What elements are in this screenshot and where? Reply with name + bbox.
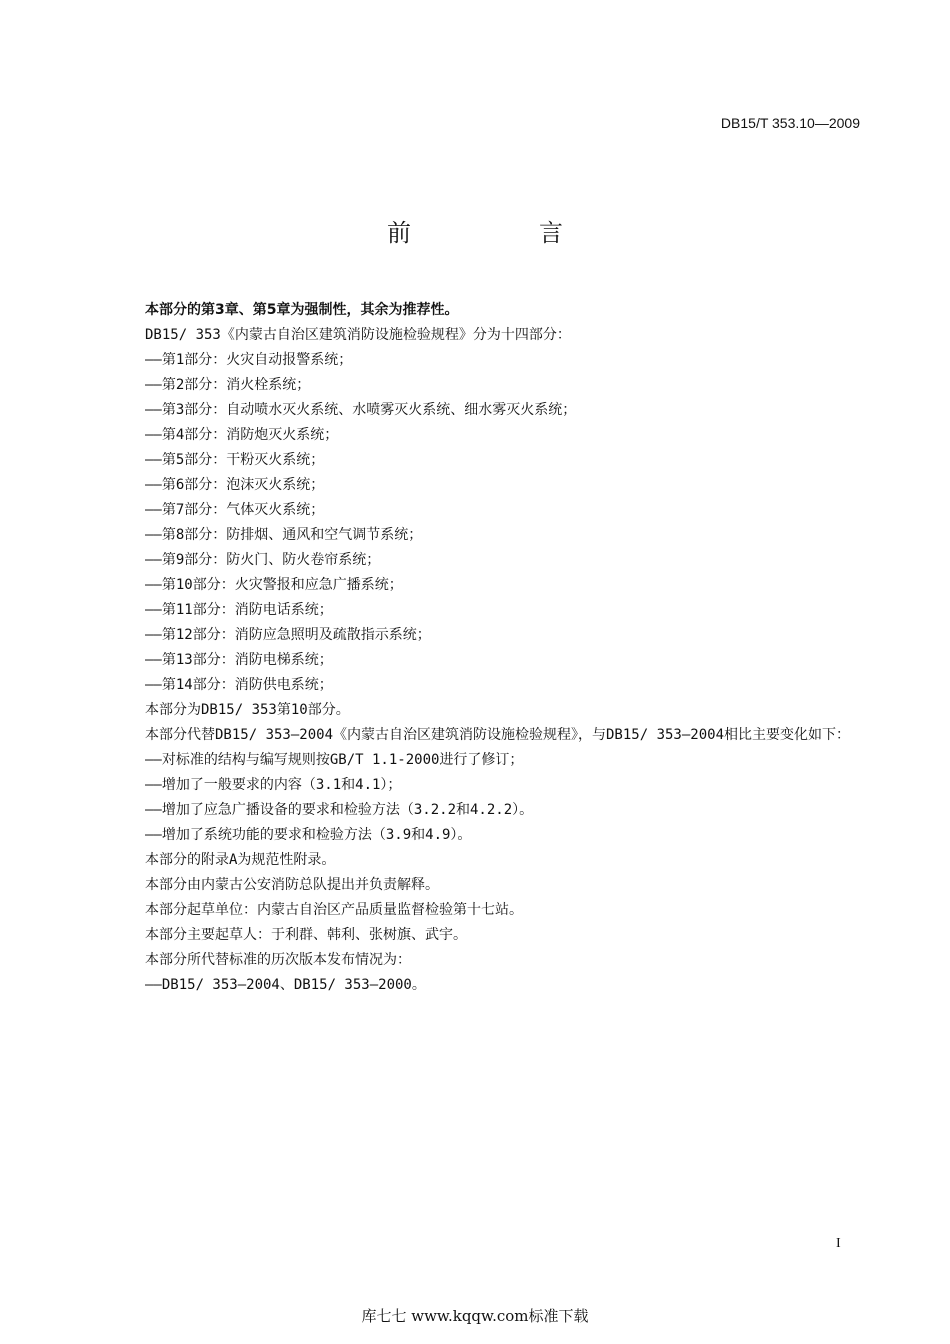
list-item: ——第2部分：消火栓系统； [145,377,311,393]
list-item: ——对标准的结构与编写规则按GB/T 1.1-2000进行了修订； [145,752,524,768]
list-item: ——第9部分：防火门、防火卷帘系统； [145,552,381,568]
page-title: 前 言 [387,219,615,247]
list-item: ——增加了应急广播设备的要求和检验方法（3.2.2和4.2.2）。 [145,802,534,818]
list-item: ——第8部分：防排烟、通风和空气调节系统； [145,527,423,543]
page-number: I [836,1236,841,1251]
list-item: ——第4部分：消防炮灭火系统； [145,427,339,443]
paragraph: 本部分由内蒙古公安消防总队提出并负责解释。 [145,877,439,893]
mandatory-statement: 本部分的第3章、第5章为强制性，其余为推荐性。 [145,302,459,318]
list-item: ——第1部分：火灾自动报警系统； [145,352,353,368]
list-item: ——增加了系统功能的要求和检验方法（3.9和4.9）。 [145,827,472,843]
list-item: ——第12部分：消防应急照明及疏散指示系统； [145,627,431,643]
paragraph: 本部分所代替标准的历次版本发布情况为： [145,952,411,968]
list-item: ——第14部分：消防供电系统； [145,677,333,693]
paragraph: 本部分为DB15/ 353第10部分。 [145,702,350,718]
list-item: ——第11部分：消防电话系统； [145,602,333,618]
list-item: ——第6部分：泡沫灭火系统； [145,477,325,493]
list-item: ——增加了一般要求的内容（3.1和4.1）； [145,777,402,793]
list-item: ——第10部分：火灾警报和应急广播系统； [145,577,403,593]
list-item: ——第7部分：气体灭火系统； [145,502,325,518]
list-item: ——第3部分：自动喷水灭火系统、水喷雾灭火系统、细水雾灭火系统； [145,402,577,418]
list-item: ——第13部分：消防电梯系统； [145,652,333,668]
document-code: DB15/T 353.10—2009 [720,115,860,131]
foreword-body [113,298,863,998]
paragraph: 本部分的附录A为规范性附录。 [145,852,336,868]
paragraph: DB15/ 353《内蒙古自治区建筑消防设施检验规程》分为十四部分： [145,327,571,343]
list-item: ——DB15/ 353—2004、DB15/ 353—2000。 [145,977,426,993]
paragraph: 本部分主要起草人：于利群、韩利、张树旗、武宇。 [145,927,467,943]
paragraph: 本部分代替DB15/ 353—2004《内蒙古自治区建筑消防设施检验规程》，与DB15/ 353—2004相比主要变化如下： [145,727,851,743]
list-item: ——第5部分：干粉灭火系统； [145,452,325,468]
footer-watermark: 库七七 www.kqqw.com标准下载 [361,1307,589,1325]
paragraph: 本部分起草单位：内蒙古自治区产品质量监督检验第十七站。 [145,902,523,918]
